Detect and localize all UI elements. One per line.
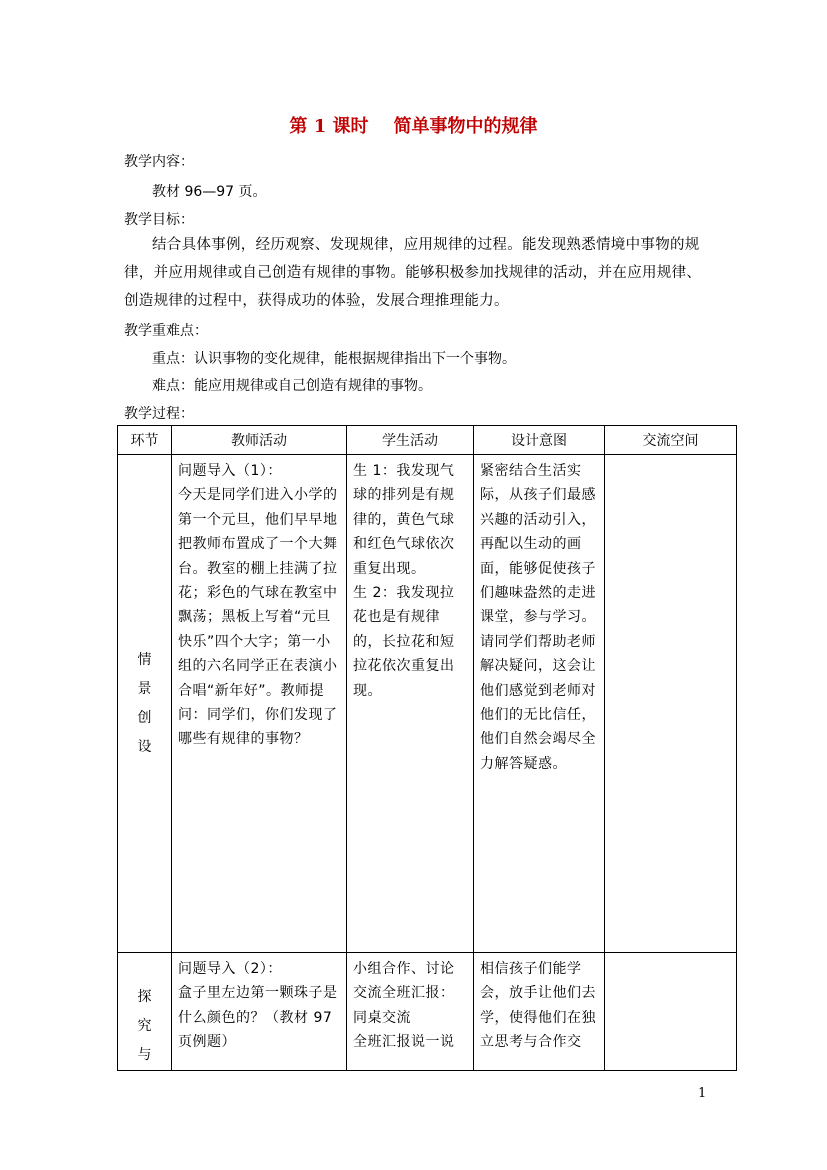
cell-line: 小组合作、讨论交流全班汇报： [353, 961, 455, 1002]
stage-cell [118, 953, 172, 1071]
student-activity [347, 953, 473, 1055]
process-table [117, 425, 737, 1071]
exchange-space [605, 953, 736, 957]
teacher-cell [172, 455, 347, 953]
cell-line: 生 1：我发现气球的排列是有规律的，黄色气球和红色气球依次重复出现。 [353, 463, 455, 577]
space-cell [605, 455, 737, 953]
cell-line: 问题导入（1）： [178, 463, 282, 479]
table-row [118, 455, 737, 953]
header-student: 学生活动 [347, 426, 474, 455]
student-cell [347, 455, 474, 953]
teacher-cell [172, 953, 347, 1071]
cell-line: 盒子里左边第一颗珠子是什么颜色的？（教材 97 页例题） [178, 985, 338, 1051]
student-cell [347, 953, 474, 1071]
header-space: 交流空间 [605, 426, 737, 455]
header-design: 设计意图 [474, 426, 605, 455]
lesson-name: 简单事物中的规律 [393, 116, 538, 137]
table-row [118, 953, 737, 1071]
content-text: 教材 96—97 页。 [152, 184, 267, 200]
cell-line: 同桌交流 [353, 1009, 411, 1026]
design-intent: 相信孩子们能学会，放手让他们去学，使得他们在独立思考与合作交 [480, 961, 596, 1051]
header-teacher: 教师活动 [172, 426, 347, 455]
stage-cell [118, 455, 172, 953]
design-cell [474, 455, 605, 953]
content-label: 教学内容： [124, 154, 194, 170]
key-point: 重点：认识事物的变化规律，能根据规律指出下一个事物。 [152, 351, 516, 367]
difficult-point: 难点：能应用规律或自己创造有规律的事物。 [152, 378, 432, 394]
teacher-activity [172, 455, 346, 752]
stage-label: 情景创设 [137, 651, 152, 755]
header-stage: 环节 [118, 426, 172, 455]
table-header-row [118, 426, 737, 455]
cell-line: 生 2：我发现拉花也是有规律的，长拉花和短拉花依次重复出现。 [353, 585, 455, 699]
process-label: 教学过程： [124, 406, 194, 422]
space-cell [605, 953, 737, 1071]
teacher-activity [172, 953, 346, 1055]
cell-line: 全班汇报说一说 [353, 1034, 455, 1051]
cell-line: 今天是同学们进入小学的第一个元旦，他们早早地把教师布置成了一个大舞台。教室的棚上挂满了拉花；彩色的气球在教室中飘荡；黑板上写着“元旦快乐”四个大字；第一小组的六名同学正在表演小合唱“新年好”。教师提问：同学们，你们发现了哪些有规律的事物？ [178, 487, 338, 748]
design-cell [474, 953, 605, 1071]
goal-label: 教学目标： [124, 212, 194, 228]
page-number: 1 [698, 1086, 707, 1101]
key-label: 教学重难点： [124, 323, 208, 339]
cell-line: 问题导入（2）： [178, 961, 282, 977]
student-activity [347, 455, 473, 703]
goal-text: 结合具体事例，经历观察、发现规律，应用规律的过程。能发现熟悉情境中事物的规律，并应用规律或自己创造有规律的事物。能够积极参加找规律的活动，并在应用规律、创造规律的过程中，获得成功的体验，发展合理推理能力。 [124, 237, 702, 309]
stage-label: 探究与 [137, 989, 152, 1063]
page-title [0, 112, 827, 138]
exchange-space [605, 455, 736, 459]
design-intent: 紧密结合生活实际，从孩子们最感兴趣的活动引入，再配以生动的画面，能够促使孩子们趣味盎然的走进课堂，参与学习。请同学们帮助老师解决疑问，这会让他们感觉到老师对他们的无比信任，他们自然会竭尽全力解答疑惑。 [480, 463, 596, 772]
lesson-number: 第 1 课时 [289, 116, 369, 137]
